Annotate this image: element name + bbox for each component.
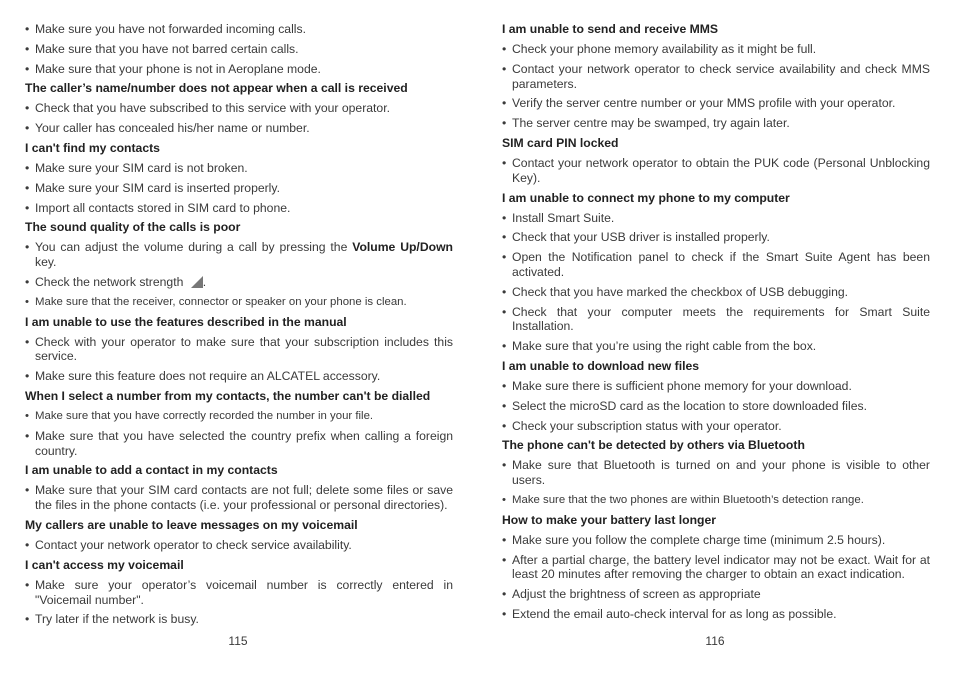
list-item: • Make sure that your SIM card contacts are not full; delete some files or save the files in the phone contacts (i.e. your professional or personal directories). — [25, 483, 453, 513]
list-item: • Contact your network operator to check service availability and check MMS parameters. — [502, 62, 930, 92]
list-item: • Make sure you follow the complete charge time (minimum 2.5 hours). — [502, 533, 930, 548]
section-heading: When I select a number from my contacts, the number can't be dialled — [25, 388, 431, 403]
signal-strength-icon — [191, 276, 203, 288]
list-item: • Check that you have marked the checkbox of USB debugging. — [502, 285, 930, 300]
list-item: • Make sure there is sufficient phone memory for your download. — [502, 379, 930, 394]
list-item: • Make sure your SIM card is inserted properly. — [25, 181, 453, 196]
list-item: • Contact your network operator to check service availability. — [25, 538, 453, 553]
section-heading: I am unable to add a contact in my contacts — [25, 463, 278, 478]
list-item: • Select the microSD card as the location to store downloaded files. — [502, 399, 930, 414]
list-item: • Open the Notification panel to check if the Smart Suite Agent has been activated. — [502, 250, 930, 280]
section-heading: The sound quality of the calls is poor — [25, 220, 241, 235]
list-item: • Make sure that you have not barred certain calls. — [25, 42, 453, 57]
page-number-right: 116 — [705, 634, 725, 648]
key-name: Volume Up/Down — [352, 240, 453, 255]
list-item: • Make sure your SIM card is not broken. — [25, 161, 453, 176]
list-item: • Install Smart Suite. — [502, 211, 930, 226]
right-page — [502, 22, 930, 627]
section-heading: SIM card PIN locked — [502, 135, 619, 150]
section-heading: I am unable to download new files — [502, 358, 700, 373]
left-page — [25, 22, 453, 632]
section-heading: The phone can't be detected by others via Bluetooth — [502, 438, 805, 453]
list-item — [25, 275, 453, 290]
list-item: • Make sure you have not forwarded incoming calls. — [25, 22, 453, 37]
section-heading: How to make your battery last longer — [502, 512, 717, 527]
section-heading: I am unable to use the features described in the manual — [25, 314, 347, 329]
list-item: • Your caller has concealed his/her name or number. — [25, 121, 453, 136]
list-item — [25, 240, 453, 270]
list-item: • Make sure your operator’s voicemail number is correctly entered in "Voicemail number". — [25, 578, 453, 608]
list-item: • Extend the email auto-check interval for as long as possible. — [502, 607, 930, 622]
list-item: • Make sure that you have selected the country prefix when calling a foreign country. — [25, 429, 453, 459]
section-heading: I can't find my contacts — [25, 140, 160, 155]
list-item: • Adjust the brightness of screen as appropriate — [502, 587, 930, 602]
list-item: • Check that you have subscribed to this service with your operator. — [25, 101, 453, 116]
list-item: • Contact your network operator to obtain the PUK code (Personal Unblocking Key). — [502, 156, 930, 186]
list-item: • Check that your computer meets the requirements for Smart Suite Installation. — [502, 305, 930, 335]
list-item: • After a partial charge, the battery level indicator may not be exact. Wait for at least 20 minutes after removing the charger to obtain an exact indication. — [502, 553, 930, 583]
list-item: • Make sure that your phone is not in Aeroplane mode. — [25, 62, 453, 77]
item-text: key. — [35, 255, 57, 270]
list-item: • Check with your operator to make sure that your subscription includes this service. — [25, 335, 453, 365]
item-text: . — [202, 274, 207, 289]
list-item: • Import all contacts stored in SIM card to phone. — [25, 201, 453, 216]
section-heading: I am unable to send and receive MMS — [502, 22, 719, 36]
section-heading: I am unable to connect my phone to my computer — [502, 190, 790, 205]
list-item: • Verify the server centre number or your MMS profile with your operator. — [502, 96, 930, 111]
list-item: • Check that your USB driver is installed properly. — [502, 230, 930, 245]
section-heading: The caller’s name/number does not appear when a call is received — [25, 81, 408, 96]
list-item: • Make sure this feature does not require an ALCATEL accessory. — [25, 369, 453, 384]
item-text: You can adjust the volume during a call by pressing the — [35, 240, 353, 255]
section-heading: My callers are unable to leave messages on my voicemail — [25, 517, 358, 532]
page-number-left: 115 — [228, 634, 248, 648]
list-item: • Make sure that the receiver, connector or speaker on your phone is clean. — [25, 295, 453, 310]
list-item: • Check your subscription status with your operator. — [502, 419, 930, 434]
list-item: • Try later if the network is busy. — [25, 612, 453, 627]
list-item: • Make sure that you’re using the right cable from the box. — [502, 339, 930, 354]
list-item: • Check your phone memory availability as it might be full. — [502, 42, 930, 57]
item-text: Check the network strength — [35, 274, 187, 289]
list-item: • Make sure that you have correctly recorded the number in your file. — [25, 409, 453, 424]
section-heading: I can't access my voicemail — [25, 557, 184, 572]
list-item: • Make sure that Bluetooth is turned on and your phone is visible to other users. — [502, 458, 930, 488]
list-item: • The server centre may be swamped, try again later. — [502, 116, 930, 131]
list-item: • Make sure that the two phones are within Bluetooth’s detection range. — [502, 493, 930, 508]
